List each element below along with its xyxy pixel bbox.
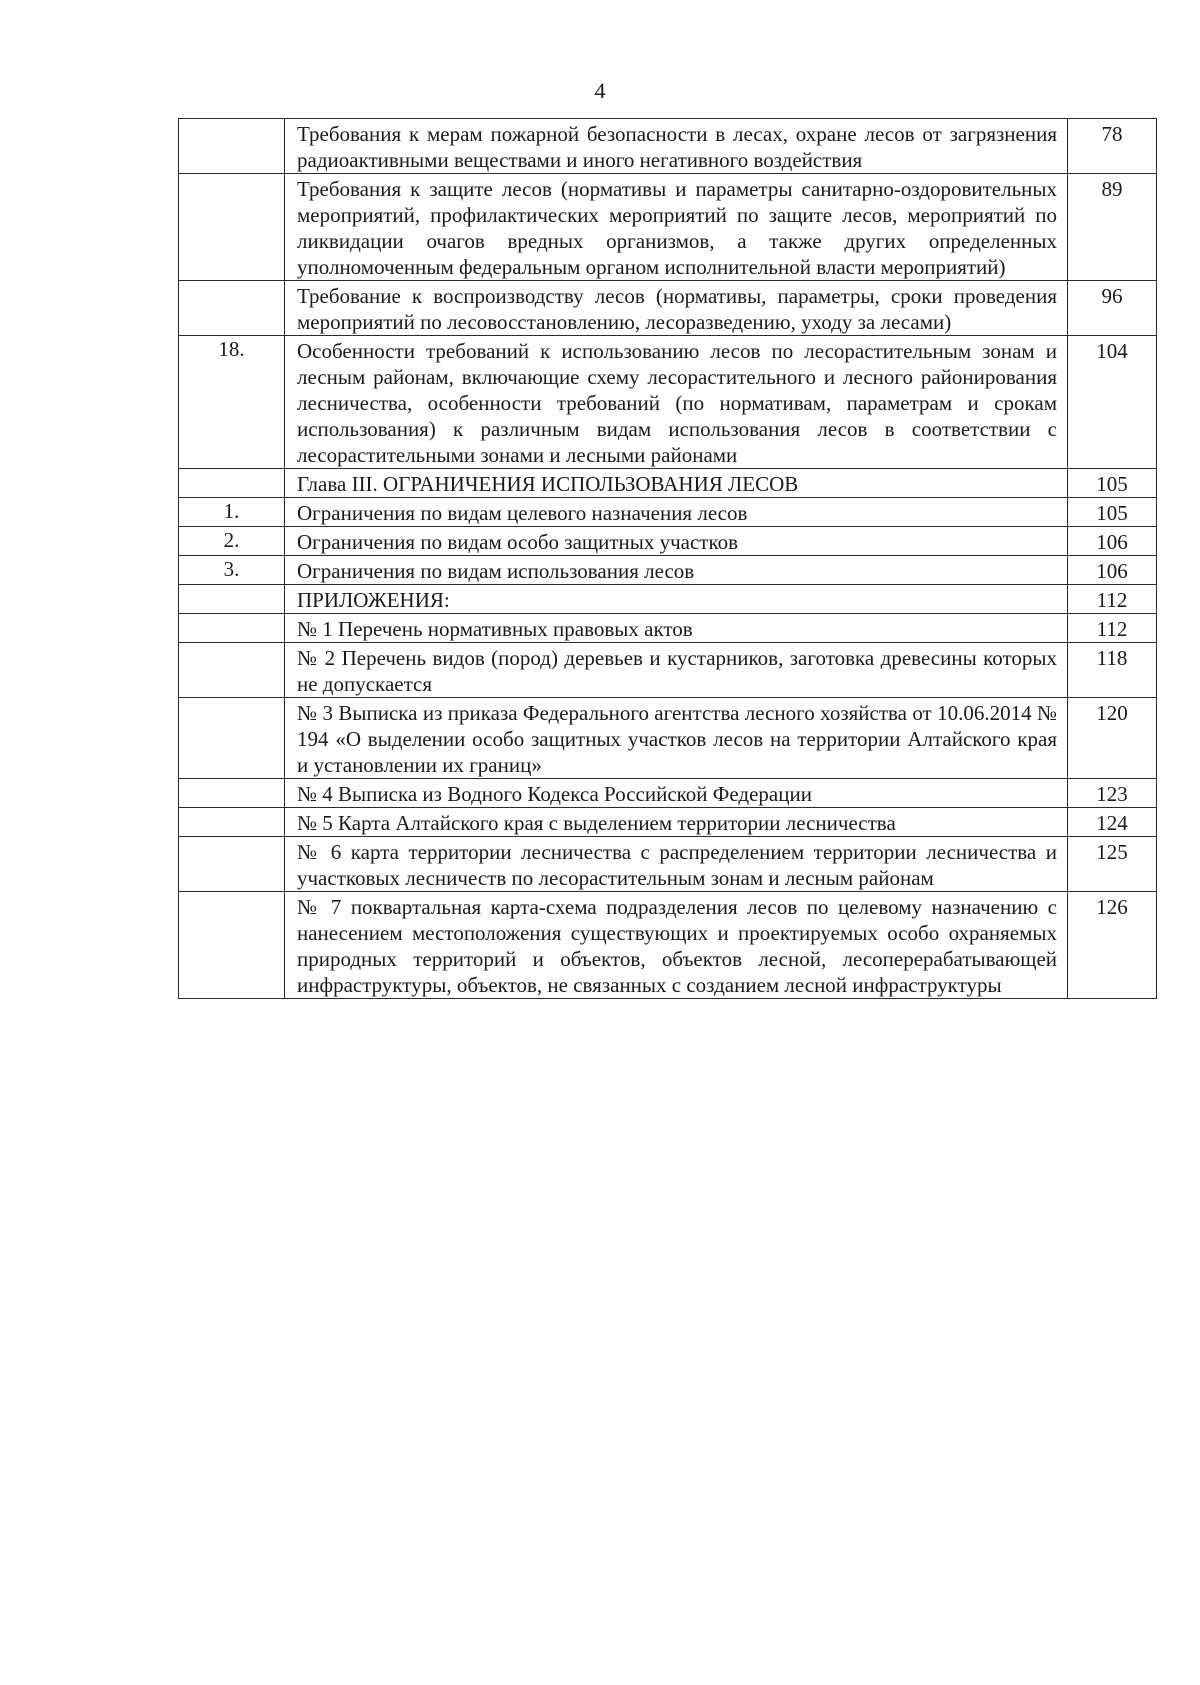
section-number: 18.	[179, 336, 285, 469]
page-ref: 106	[1068, 556, 1157, 585]
section-number	[179, 174, 285, 281]
table-row	[179, 336, 1157, 469]
section-number	[179, 119, 285, 174]
table-row	[179, 119, 1157, 174]
table-row	[179, 837, 1157, 892]
section-title: Ограничения по видам особо защитных участков	[285, 527, 1068, 556]
section-number: 3.	[179, 556, 285, 585]
page-ref: 96	[1068, 281, 1157, 336]
section-number	[179, 808, 285, 837]
page-ref: 106	[1068, 527, 1157, 556]
table-row	[179, 527, 1157, 556]
appendix-title: № 2 Перечень видов (пород) деревьев и кустарников, заготовка древесины которых не допускается	[285, 643, 1068, 698]
page-ref: 123	[1068, 779, 1157, 808]
section-title: Требования к мерам пожарной безопасности в лесах, охране лесов от загрязнения радиоактивными веществами и иного негативного воздействия	[285, 119, 1068, 174]
table-row	[179, 498, 1157, 527]
section-number	[179, 469, 285, 498]
table-row	[179, 614, 1157, 643]
section-title: Требования к защите лесов (нормативы и параметры санитарно-оздоровительных мероприятий, профилактических мероприятий по защите лесов, мероприятий по ликвидации очагов вредных организмов, а также других определенных уполномоченным федеральным органом исполнительной власти мероприятий)	[285, 174, 1068, 281]
appendix-title: № 7 поквартальная карта-схема подразделения лесов по целевому назначению с нанесением местоположения существующих и проектируемых особо охраняемых природных территорий и объектов, объектов лесной, лесоперерабатывающей инфраструктуры, объектов, не связанных с созданием лесной инфраструктуры	[285, 892, 1068, 999]
section-number: 1.	[179, 498, 285, 527]
page-ref: 112	[1068, 614, 1157, 643]
section-number	[179, 698, 285, 779]
table-row	[179, 643, 1157, 698]
page-ref: 104	[1068, 336, 1157, 469]
page-ref: 105	[1068, 498, 1157, 527]
section-number	[179, 643, 285, 698]
section-title: Особенности требований к использованию лесов по лесорастительным зонам и лесным районам, включающие схему лесорастительного и лесного районирования лесничества, особенности требований (по нормативам, параметрам и срокам использования) к различным видам использования лесов в соответствии с лесорастительными зонами и лесными районами	[285, 336, 1068, 469]
section-number	[179, 614, 285, 643]
section-title: Ограничения по видам использования лесов	[285, 556, 1068, 585]
section-title: Ограничения по видам целевого назначения лесов	[285, 498, 1068, 527]
chapter-title: Глава III. ОГРАНИЧЕНИЯ ИСПОЛЬЗОВАНИЯ ЛЕСОВ	[285, 469, 1068, 498]
table-row	[179, 281, 1157, 336]
section-number	[179, 281, 285, 336]
table-row	[179, 469, 1157, 498]
page-ref: 112	[1068, 585, 1157, 614]
appendix-heading: ПРИЛОЖЕНИЯ:	[285, 585, 1068, 614]
table-row	[179, 174, 1157, 281]
page-ref: 105	[1068, 469, 1157, 498]
page-ref: 89	[1068, 174, 1157, 281]
page-ref: 118	[1068, 643, 1157, 698]
table-row	[179, 585, 1157, 614]
page-ref: 78	[1068, 119, 1157, 174]
page-ref: 124	[1068, 808, 1157, 837]
table-row	[179, 698, 1157, 779]
appendix-title: № 4 Выписка из Водного Кодекса Российской Федерации	[285, 779, 1068, 808]
table-row	[179, 779, 1157, 808]
table-of-contents	[178, 118, 1157, 999]
section-number	[179, 779, 285, 808]
table-row	[179, 892, 1157, 999]
table-row	[179, 556, 1157, 585]
section-number	[179, 892, 285, 999]
section-number	[179, 585, 285, 614]
appendix-title: № 1 Перечень нормативных правовых актов	[285, 614, 1068, 643]
section-title: Требование к воспроизводству лесов (нормативы, параметры, сроки проведения мероприятий по лесовосстановлению, лесоразведению, уходу за лесами)	[285, 281, 1068, 336]
page-ref: 120	[1068, 698, 1157, 779]
table-row	[179, 808, 1157, 837]
page-number: 4	[594, 78, 606, 103]
page-ref: 126	[1068, 892, 1157, 999]
appendix-title: № 5 Карта Алтайского края с выделением территории лесничества	[285, 808, 1068, 837]
page-ref: 125	[1068, 837, 1157, 892]
section-number	[179, 837, 285, 892]
appendix-title: № 3 Выписка из приказа Федерального агентства лесного хозяйства от 10.06.2014 № 194 «О выделении особо защитных участков лесов на территории Алтайского края и установлении их границ»	[285, 698, 1068, 779]
appendix-title: № 6 карта территории лесничества с распределением территории лесничества и участковых лесничеств по лесорастительным зонам и лесным районам	[285, 837, 1068, 892]
section-number: 2.	[179, 527, 285, 556]
